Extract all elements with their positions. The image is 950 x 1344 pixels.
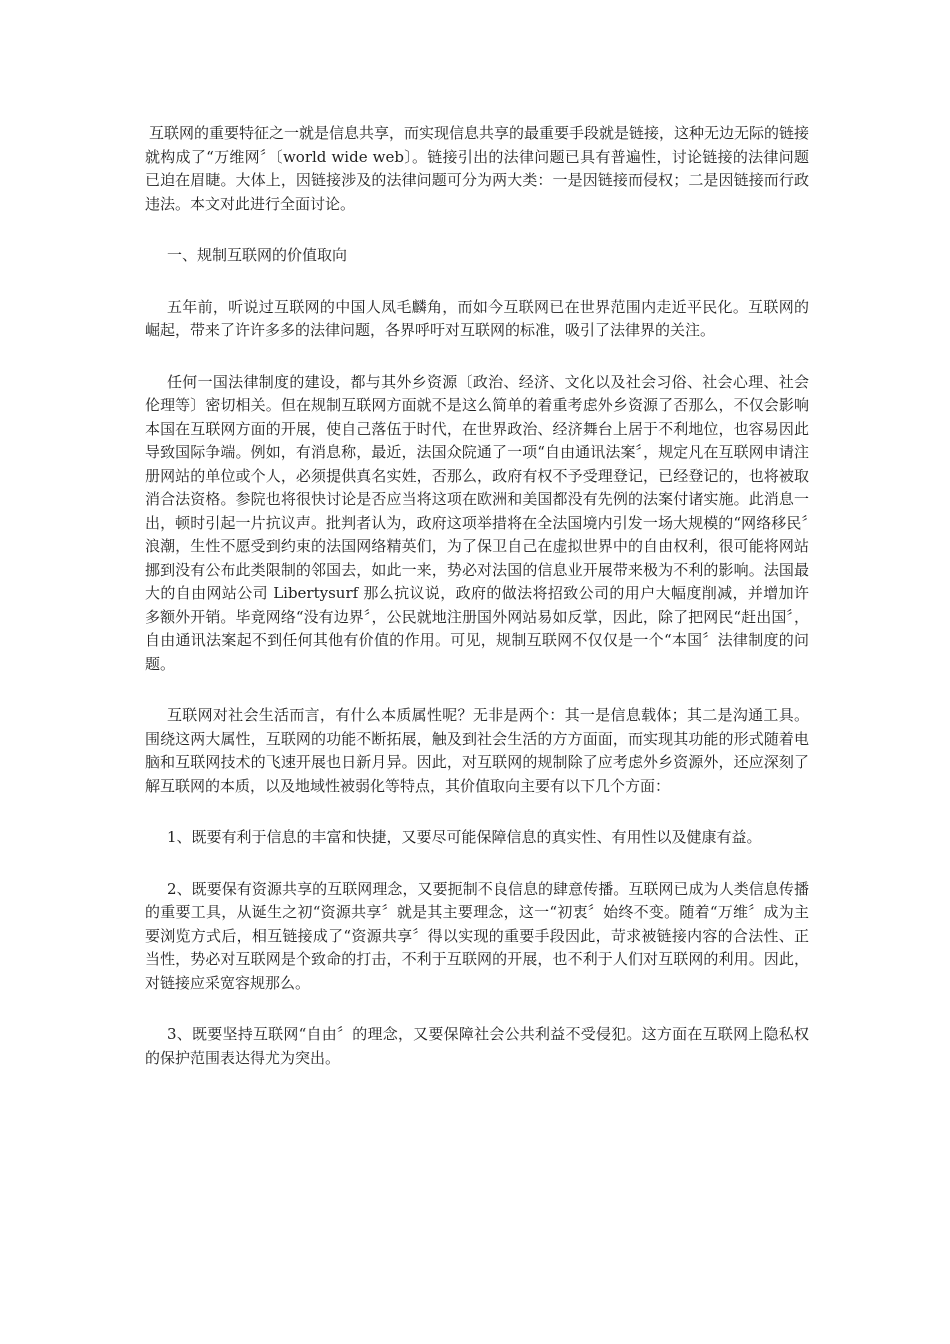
list-item-2: 2、既要保有资源共享的互联网理念，又要扼制不良信息的肆意传播。互联网已成为人类信息传播的重要工具，从诞生之初“资源共享〞就是其主要理念，这一“初衷〞始终不变。随着“万维〞成为主要浏览方式后，相互链接成了“资源共享〞得以实现的重要手段因此，苛求被链接内容的合法性、正当性，势必对互联网是个致命的打击，不利于互联网的开展，也不利于人们对互联网的利用。因此，对链接应采宽容规那么。 (145, 879, 809, 992)
paragraph-history: 五年前，听说过互联网的中国人凤毛麟角，而如今互联网已在世界范围内走近平民化。互联网的崛起，带来了许许多多的法律问题，各界呼吁对互联网的标准，吸引了法律界的关注。 (145, 297, 809, 339)
section-heading: 一、规制互联网的价值取向 (167, 246, 348, 264)
paragraph-nature: 互联网对社会生活而言，有什么本质属性呢？无非是两个：其一是信息载体；其二是沟通工具。围绕这两大属性，互联网的功能不断拓展，触及到社会生活的方方面面，而实现其功能的形式随着电脑和互联网技术的飞速开展也日新月异。因此，对互联网的规制除了应考虑外乡资源外，还应深刻了解互联网的本质，以及地域性被弱化等特点，其价值取向主要有以下几个方面： (145, 706, 809, 795)
list-item-1: 1、既要有利于信息的丰富和快捷，又要尽可能保障信息的真实性、有用性以及健康有益。 (167, 828, 762, 846)
intro-paragraph: 互联网的重要特征之一就是信息共享，而实现信息共享的最重要手段就是链接，这种无边无际的链接就构成了“万维网〞〔world wide web〕。链接引出的法律问题已具有普遍性，讨论链接的法律问题已迫在眉睫。大体上，因链接涉及的法律问题可分为两大类：一是因链接而侵权；二是因链接而行政违法。本文对此进行全面讨论。 (145, 124, 810, 213)
document-body (145, 122, 809, 1098)
paragraph-france-example: 任何一国法律制度的建设，都与其外乡资源〔政治、经济、文化以及社会习俗、社会心理、社会伦理等〕密切相关。但在规制互联网方面就不是这么简单的着重考虑外乡资源了否那么，不仅会影响本国在互联网方面的开展，使自己落伍于时代，在世界政治、经济舞台上居于不利地位，也容易因此导致国际争端。例如，有消息称，最近，法国众院通了一项“自由通讯法案〞，规定凡在互联网申请注册网站的单位或个人，必须提供真名实姓，否那么，政府有权不予受理登记，已经登记的，也将被取消合法资格。参院也将很快讨论是否应当将这项在欧洲和美国都没有先例的法案付诸实施。此消息一出，顿时引起一片抗议声。批判者认为，政府这项举措将在全法国境内引发一场大规模的“网络移民〞浪潮，生性不愿受到约束的法国网络精英们，为了保卫自己在虚拟世界中的自由权利，很可能将网站挪到没有公布此类限制的邻国去，如此一来，势必对法国的信息业开展带来极为不利的影响。法国最大的自由网站公司 Libertysurf 那么抗议说，政府的做法将招致公司的用户大幅度削减，并增加许多额外开销。毕竟网络“没有边界〞，公民就地注册国外网站易如反掌，因此，除了把网民“赶出国〞，自由通讯法案起不到任何其他有价值的作用。可见，规制互联网不仅仅是一个“本国〞法律制度的问题。 (145, 372, 809, 673)
list-item-3: 3、既要坚持互联网“自由〞的理念，又要保障社会公共利益不受侵犯。这方面在互联网上隐私权的保护范围表达得尤为突出。 (145, 1025, 809, 1067)
